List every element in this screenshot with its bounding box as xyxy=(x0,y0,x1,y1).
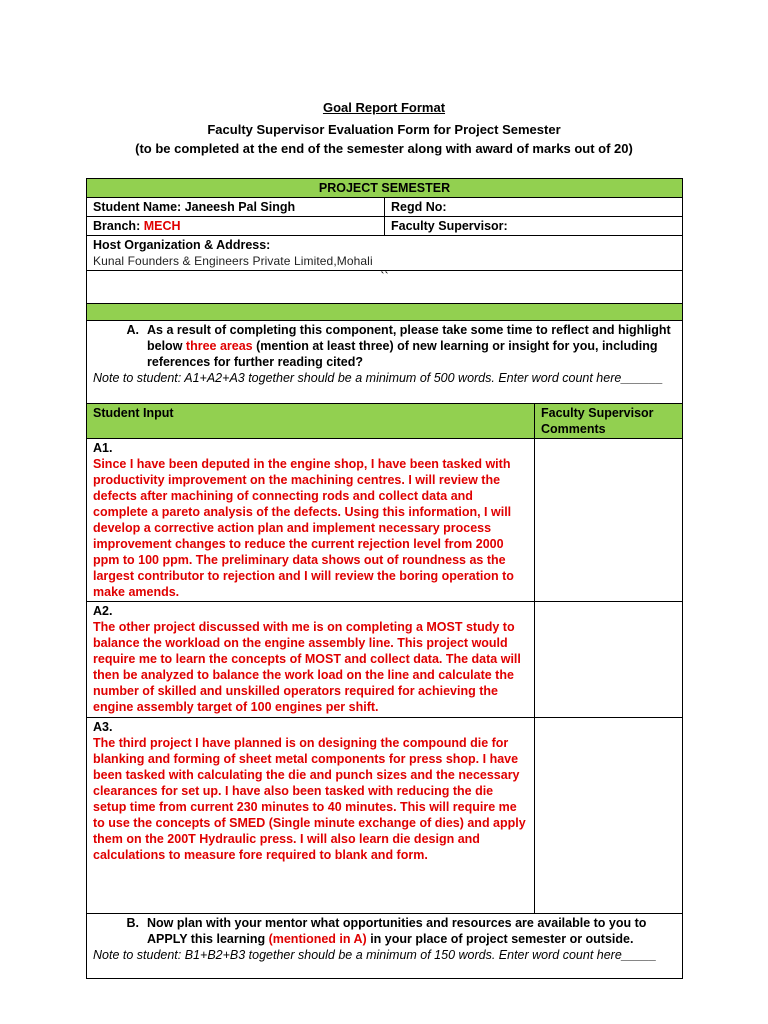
evaluation-form-table xyxy=(86,178,683,979)
student-row xyxy=(87,198,683,217)
answer-row-a2 xyxy=(87,602,683,718)
col-student-input: Student Input xyxy=(87,404,535,439)
section-a-text-1: As a result of completing this component, please take some time to reflect and highlight below xyxy=(147,323,671,353)
section-a-text-2: (mention at least three) of new learning or insight for you, including references for further reading cited? xyxy=(147,339,658,369)
branch-value: MECH xyxy=(143,219,181,233)
host-value: Kunal Founders & Engineers Private Limited,Mohali xyxy=(93,254,373,268)
section-b-highlight: (mentioned in A) xyxy=(268,932,367,946)
regd-no-label: Regd No: xyxy=(385,198,683,217)
answer-a2-text: The other project discussed with me is on completing a MOST study to balance the workload on the engine assembly line. This project would require me to learn the concepts of MOST and collect data. The data will then be analyzed to balance the work load on the line and calculate the number of skilled and unskilled operators required for achieving the engine assembly target of 100 engines per shift. xyxy=(93,620,521,714)
green-spacer-row xyxy=(87,304,683,321)
section-title-row xyxy=(87,179,683,198)
blank-cell xyxy=(87,271,683,304)
section-b-text-2: in your place of project semester or outside. xyxy=(366,932,634,946)
answer-a3-text: The third project I have planned is on designing the compound die for blanking and forming of sheet metal components for press shop. I have been tasked with calculating the die and punch sizes and the necessary clearances for set up. I have also been tasked with reducing the die setup time from current 230 minutes to 40 minutes. This will require me to use the concepts of SMED (Single minute exchange of dies) and apply them on the 200T Hydraulic press. I will also learn die design and calculations to measure fore required to blank and form. xyxy=(93,736,526,862)
section-b-note: Note to student: B1+B2+B3 together should be a minimum of 150 words. Enter word count here_____ xyxy=(93,948,657,962)
answer-row-a3 xyxy=(87,718,683,914)
section-a-note: Note to student: A1+A2+A3 together should be a minimum of 500 words. Enter word count here______ xyxy=(93,371,664,385)
section-a-cell xyxy=(87,321,683,404)
host-row xyxy=(87,236,683,271)
answer-a1-cell xyxy=(87,439,535,602)
answer-a3-label: A3. xyxy=(93,720,113,734)
answer-row-a1 xyxy=(87,439,683,602)
faculty-comment-a3[interactable] xyxy=(535,718,683,914)
branch-cell xyxy=(87,217,385,236)
answer-a3-cell xyxy=(87,718,535,914)
table-header-row xyxy=(87,404,683,439)
blank-row xyxy=(87,271,683,304)
host-cell xyxy=(87,236,683,271)
host-label: Host Organization & Address: xyxy=(93,238,271,252)
col-faculty-comments: Faculty Supervisor Comments xyxy=(535,404,683,439)
document-subtitle: Faculty Supervisor Evaluation Form for Project Semester xyxy=(207,122,561,137)
section-b-question xyxy=(147,915,676,947)
student-name-value: Janeesh Pal Singh xyxy=(184,200,296,214)
answer-a1-label: A1. xyxy=(93,441,113,455)
section-b-row xyxy=(87,914,683,979)
section-b-label: B. xyxy=(126,916,139,930)
document-title: Goal Report Format xyxy=(322,100,446,115)
faculty-comment-a2[interactable] xyxy=(535,602,683,718)
section-b-text-1: Now plan with your mentor what opportunities and resources are available to you to APPLY this learning xyxy=(147,916,647,946)
document-instruction: (to be completed at the end of the semester along with award of marks out of 20) xyxy=(135,141,633,156)
section-a-label: A. xyxy=(126,323,139,337)
answer-a1-text: Since I have been deputed in the engine shop, I have been tasked with productivity improvement on the machining centres. I will review the defects after machining of connecting rods and collect data and complete a pareto analysis of the defects. Using this information, I will develop a corrective action plan and implement necessary process improvement changes to reduce the current rejection level from 2000 ppm to 100 ppm. The preliminary data shows out of roundness as the largest contributor to rejection and I will review the boring operation to make amends. xyxy=(93,457,514,599)
answer-a2-label: A2. xyxy=(93,604,113,618)
tick-marks: `` xyxy=(380,270,389,284)
section-title: PROJECT SEMESTER xyxy=(87,179,683,198)
green-spacer xyxy=(87,304,683,321)
section-a-question xyxy=(147,322,676,370)
faculty-comment-a1[interactable] xyxy=(535,439,683,602)
student-name-label: Student Name: xyxy=(93,200,185,214)
section-b-cell xyxy=(87,914,683,979)
faculty-supervisor-label: Faculty Supervisor: xyxy=(385,217,683,236)
section-a-highlight: three areas xyxy=(185,339,253,353)
section-a-row xyxy=(87,321,683,404)
student-name-cell xyxy=(87,198,385,217)
answer-a2-cell xyxy=(87,602,535,718)
branch-row xyxy=(87,217,683,236)
branch-label: Branch: xyxy=(93,219,144,233)
